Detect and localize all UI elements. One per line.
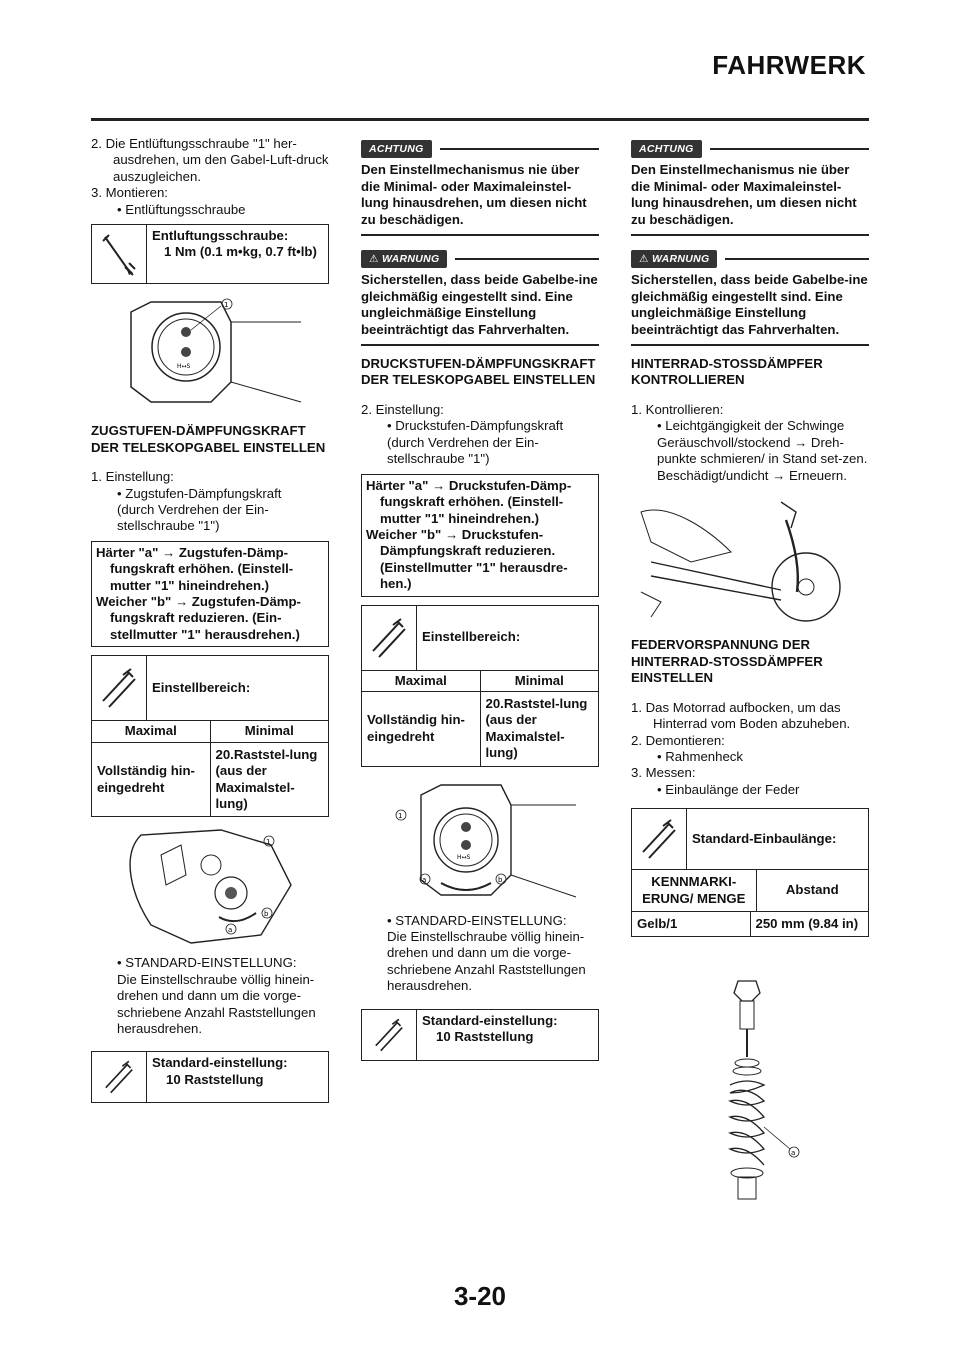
figure-callout: 1 [224,301,229,310]
caution-tag: ACHTUNG [631,140,702,158]
col-header-min: Minimal [514,672,564,688]
step-text: 1. Kontrollieren: [631,402,724,418]
harder-text: Härter "a" → Zugstufen-Dämp-fungskraft erhöhen. (Einstell-mutter "1" hineindrehen.) [96,544,294,593]
caution-tag: ACHTUNG [361,140,432,158]
bullet-text: • Rahmenheck [657,748,743,764]
section-heading: HINTERRAD-STOSSDÄMPFER KONTROLLIEREN [631,356,823,388]
rebound-adjuster-figure [91,825,329,947]
standard-text: Die Einstellschraube völlig hinein-drehen und dann um die vorge-schriebene Anzahl Raststellungen herausdrehen. [117,971,316,1036]
range-label: Einstellbereich: [422,629,521,645]
torque-box [91,224,329,284]
step-text: 2. Die Entlüftungsschraube "1" her-ausdrehen, um den Gabel-Luft-druck auszugleichen. [91,136,329,184]
col-header-max: Maximal [92,721,211,741]
caliper-icon [362,606,417,670]
figure-callout: a [422,875,427,884]
adjust-direction-box [361,474,599,597]
column-2 [361,136,599,1061]
range-label: Einstellbereich: [152,680,251,696]
compression-adjuster-figure [361,775,599,905]
step-text: 3. Messen: [631,765,696,781]
figure-callout: 1 [266,838,271,847]
swingarm-figure [631,492,869,624]
standard-label: Standard-einstellung: [152,1055,288,1071]
warning-tag: ⚠ WARNUNG [631,250,717,268]
section-heading: FEDERVORSPANNUNG DER HINTERRAD-STOSSDÄMPFER EINSTELLEN [631,637,823,686]
torque-value: 1 Nm (0.1 m•kg, 0.7 ft•lb) [164,244,317,260]
bullet-sub-text: Geräuschvoll/stockend → Dreh-punkte schmieren/ in Stand set-zen. [657,434,868,467]
page-title: FAHRWERK [712,50,866,80]
page-number: 3-20 [453,1281,507,1311]
wrench-icon [92,225,147,283]
range-max-value: Vollständig hin-eingedreht [362,692,481,766]
figure-callout: 1 [398,811,403,820]
col-header-min: Minimal [244,723,294,739]
bullet-text: • STANDARD-EINSTELLUNG: [387,912,567,928]
range-min-value: 20.Raststel-lung (aus der Maximalstel-lung) [215,746,318,811]
softer-text: Weicher "b" → Zugstufen-Dämp-fungskraft reduzieren. (Ein-stellmutter "1" herausdrehen.) [96,594,301,642]
svg-text:H↔S: H↔S [457,853,471,861]
column-1 [91,136,329,1103]
adjust-range-table [361,605,599,767]
standard-value: 10 Raststellung [436,1029,534,1044]
figure-callout: a [791,1149,796,1158]
caution-text: Den Einstellmechanismus nie über die Minimal- oder Maximaleinstel-lung hinausdrehen, um diesen nicht zu beschädigen. [631,162,869,236]
standard-label: Standard-einstellung: [422,1012,558,1028]
step-text: 3. Montieren: [91,185,168,201]
adjust-range-table [91,655,329,817]
warning-text: Sicherstellen, dass beide Gabelbe-ine gleichmäßig eingestellt sind. Eine ungleichmäßige Einstellung beeinträchtigt das Fahrverhalten. [361,272,599,346]
header-rule [91,118,869,121]
softer-text: Weicher "b" → Druckstufen-Dämpfungskraft reduzieren. (Einstellmutter "1" herausdre-hen.) [366,526,568,592]
caution-text: Den Einstellmechanismus nie über die Minimal- oder Maximaleinstel-lung hinausdrehen, um diesen nicht zu beschädigen. [361,162,599,236]
spec-label: Standard-Einbaulänge: [692,830,837,846]
standard-setting-box [361,1009,599,1061]
col-header-marking: KENNMARKI-ERUNG/ MENGE [632,870,757,911]
caliper-icon [92,1052,147,1102]
step-text: 1. Einstellung: [91,469,174,485]
distance-value: 250 mm (9.84 in) [755,915,859,931]
spring-length-table [631,808,869,937]
harder-text: Härter "a" → Druckstufen-Dämp-fungskraft erhöhen. (Einstell-mutter "1" hineindrehen.) [366,477,572,526]
bullet-sub-text: Beschädigt/undicht → Erneuern. [657,467,847,483]
marking-value: Gelb/1 [632,912,751,936]
warning-text: Sicherstellen, dass beide Gabelbe-ine gleichmäßig eingestellt sind. Eine ungleichmäßige Einstellung beeinträchtigt das Fahrverhalten. [631,272,869,346]
range-min-value: 20.Raststel-lung (aus der Maximalstel-lung) [485,695,588,761]
figure-callout: a [228,926,233,935]
step-text: 1. Das Motorrad aufbocken, um das Hinterrad vom Boden abzuheben. [631,699,851,732]
warning-tag-label: WARNUNG [651,253,710,266]
warning-tag: ⚠ WARNUNG [361,250,447,268]
bullet-text: • Druckstufen-Dämpfungskraft [387,418,564,434]
step-text: 2. Einstellung: [361,402,444,418]
col-header-max: Maximal [362,671,481,691]
caliper-icon [92,656,147,720]
bullet-text: • STANDARD-EINSTELLUNG: [117,955,297,971]
caliper-icon [362,1010,417,1060]
bullet-sub-text: (durch Verdrehen der Ein-stellschraube "1") [117,502,269,534]
shock-spring-figure [631,977,869,1207]
svg-text:H↔S: H↔S [177,363,191,371]
standard-setting-box [91,1051,329,1103]
adjust-direction-box [91,541,329,647]
figure-callout: b [264,910,269,919]
standard-value: 10 Raststellung [166,1071,264,1087]
section-heading: ZUGSTUFEN-DÄMPFUNGSKRAFT DER TELESKOPGABEL EINSTELLEN [91,423,326,455]
figure-callout: b [498,875,503,884]
bullet-text: • Leichtgängigkeit der Schwinge [657,418,845,434]
bullet-text: • Einbaulänge der Feder [657,781,800,797]
warning-tag-label: WARNUNG [381,253,440,266]
bullet-sub-text: (durch Verdrehen der Ein-stellschraube "1") [387,434,539,467]
standard-text: Die Einstellschraube völlig hinein-drehen und dann um die vorge-schriebene Anzahl Raststellungen herausdrehen. [387,928,586,994]
col-header-distance: Abstand [785,882,839,898]
caliper-icon [632,809,687,869]
section-heading: DRUCKSTUFEN-DÄMPFUNGSKRAFT DER TELESKOPGABEL EINSTELLEN [361,356,596,388]
fork-bleed-figure [91,292,329,410]
bullet-text: • Zugstufen-Dämpfungskraft [117,485,282,501]
step-text: 2. Demontieren: [631,732,725,748]
range-max-value: Vollständig hin-eingedreht [92,743,211,817]
column-3 [631,136,869,1215]
bullet-text: • Entlüftungsschraube [117,201,246,217]
torque-label: Entluftungsschraube: [152,228,289,244]
